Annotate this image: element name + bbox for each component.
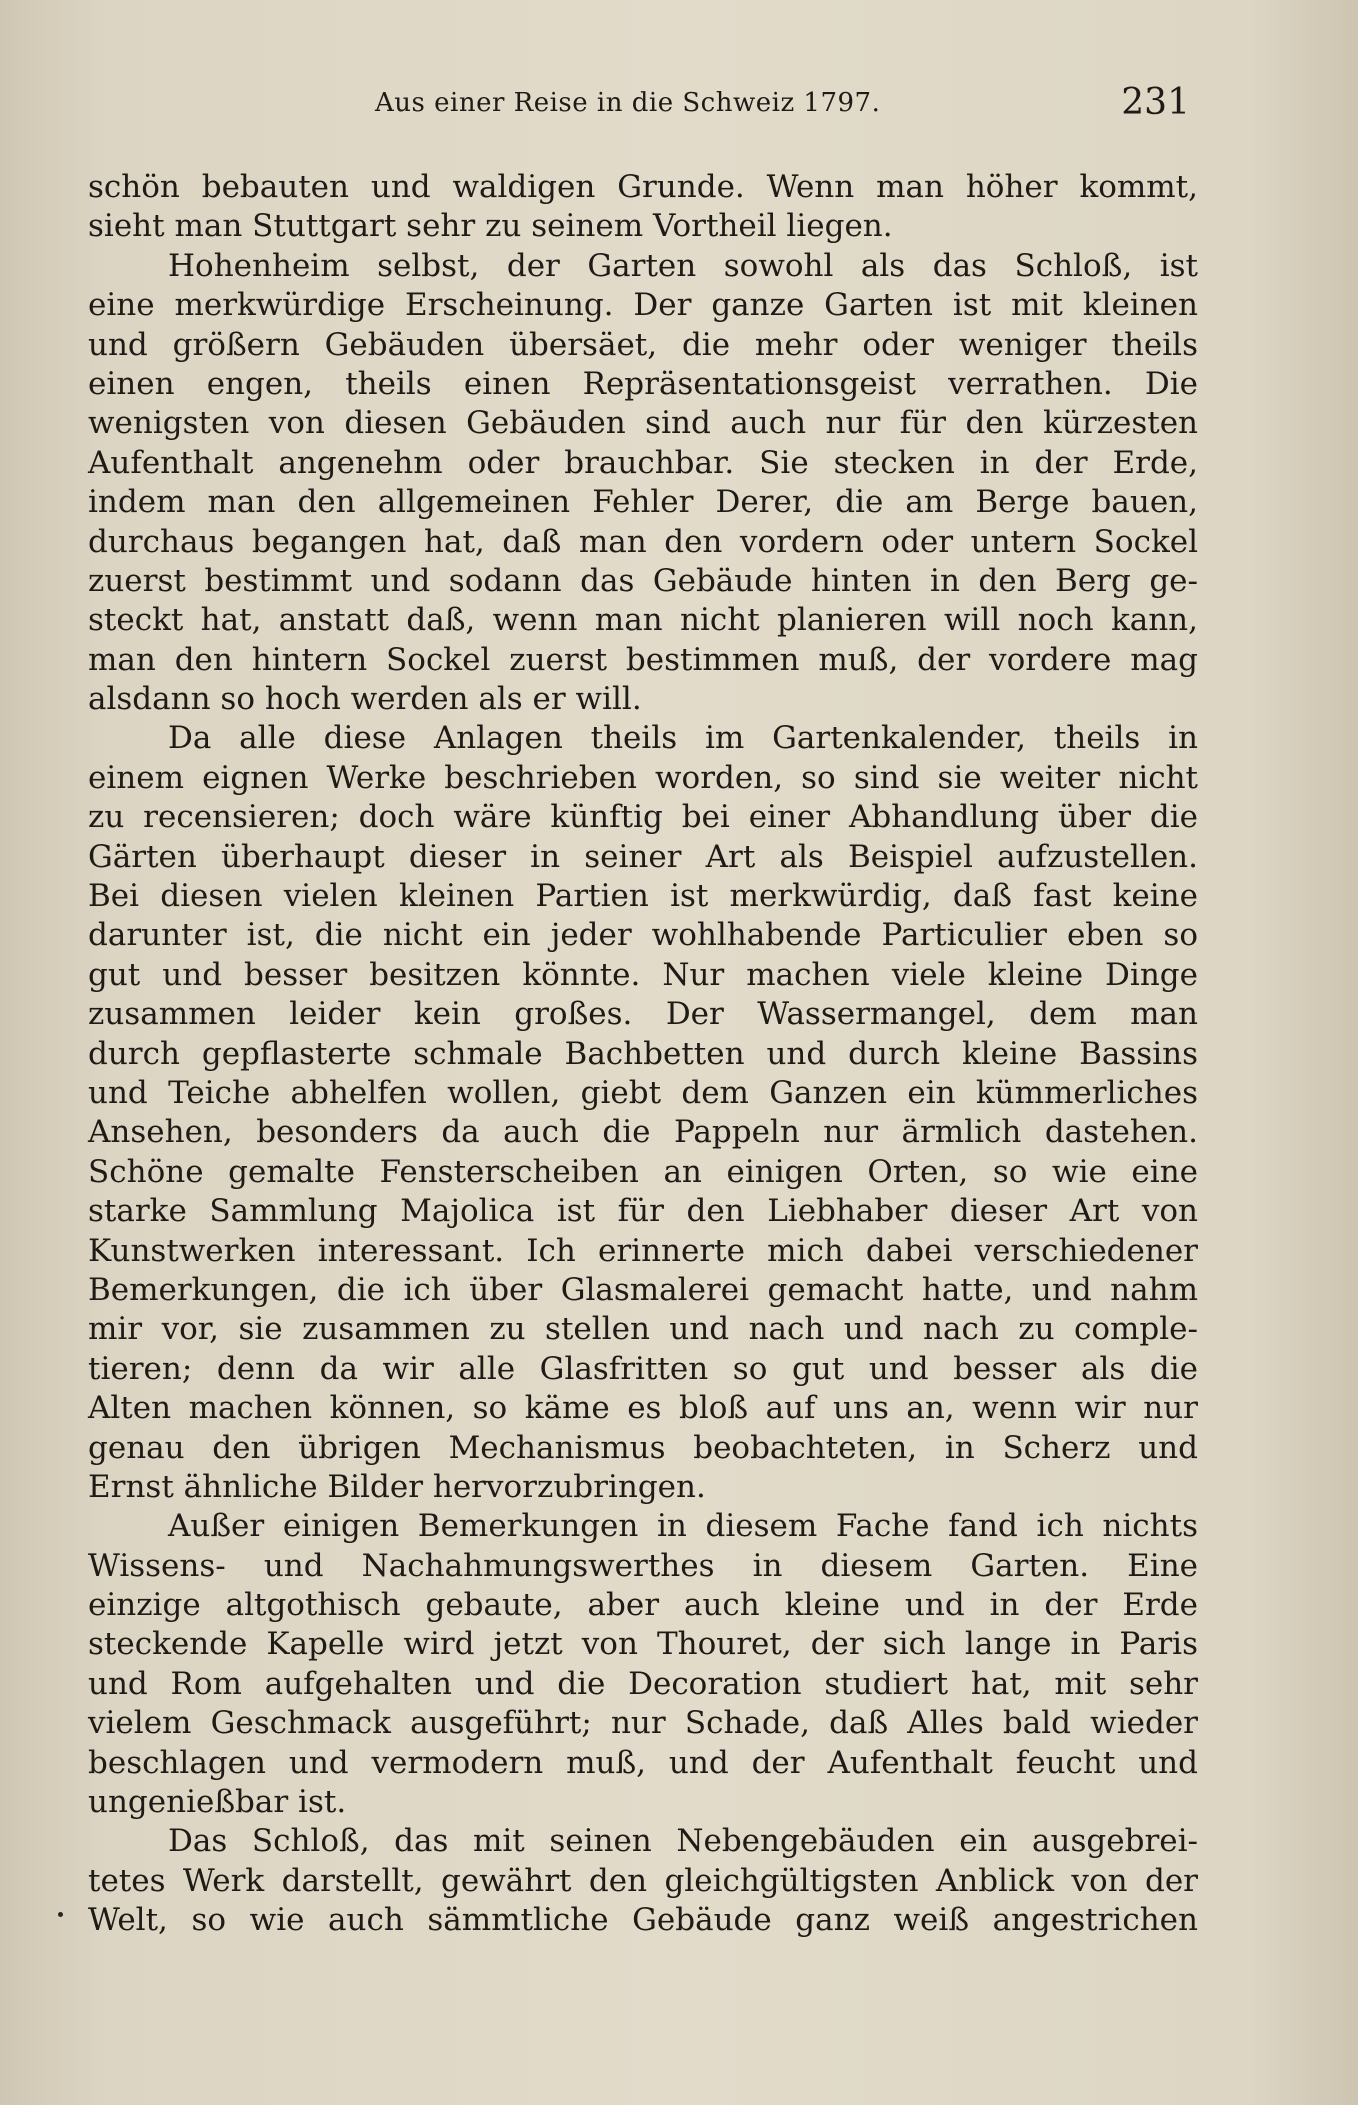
- text-line: man den hintern Sockel zuerst bestimmen muß, der vordere mag: [88, 641, 1198, 678]
- text-line: Schöne gemalte Fensterscheiben an einigen Orten, so wie eine: [88, 1153, 1198, 1190]
- page-header: [90, 82, 1190, 128]
- text-line: indem man den allgemeinen Fehler Derer, die am Berge bauen,: [88, 484, 1198, 521]
- text-line: alsdann so hoch werden als er will.: [88, 681, 642, 718]
- text-line: Außer einigen Bemerkungen in diesem Fache fand ich nichts: [168, 1508, 1198, 1545]
- text-line: Wissens- und Nachahmungswerthes in diesem Garten. Eine: [88, 1547, 1198, 1584]
- text-line: steckende Kapelle wird jetzt von Thouret, der sich lange in Paris: [88, 1626, 1198, 1663]
- text-line: Welt, so wie auch sämmtliche Gebäude ganz weiß angestrichen: [88, 1902, 1198, 1939]
- text-line: durchaus begangen hat, daß man den vordern oder untern Sockel: [88, 523, 1198, 560]
- text-line: Ansehen, besonders da auch die Pappeln nur ärmlich dastehen.: [88, 1114, 1198, 1151]
- ink-speck: [58, 1912, 63, 1917]
- text-line: wenigsten von diesen Gebäuden sind auch nur für den kürzesten: [88, 405, 1198, 442]
- text-line: durch gepflasterte schmale Bachbetten und durch kleine Bassins: [88, 1035, 1198, 1072]
- text-line: ungenießbar ist.: [88, 1784, 347, 1821]
- text-line: tetes Werk darstellt, gewährt den gleichgültigsten Anblick von der: [88, 1862, 1198, 1899]
- text-line: beschlagen und vermodern muß, und der Aufenthalt feucht und: [88, 1744, 1198, 1781]
- text-line: Aufenthalt angenehm oder brauchbar. Sie stecken in der Erde,: [88, 444, 1198, 481]
- text-line: Bemerkungen, die ich über Glasmalerei gemacht hatte, und nahm: [88, 1271, 1198, 1308]
- text-line: Alten machen können, so käme es bloß auf uns an, wenn wir nur: [88, 1390, 1198, 1427]
- text-line: und größern Gebäuden übersäet, die mehr oder weniger theils: [88, 326, 1198, 363]
- text-line: einen engen, theils einen Repräsentationsgeist verrathen. Die: [88, 365, 1198, 402]
- text-line: und Rom aufgehalten und die Decoration studiert hat, mit sehr: [88, 1665, 1198, 1702]
- text-line: zuerst bestimmt und sodann das Gebäude hinten in den Berg ge-: [88, 562, 1198, 599]
- body-text: [88, 168, 1198, 1941]
- text-line: darunter ist, die nicht ein jeder wohlhabende Particulier eben so: [88, 917, 1198, 954]
- text-line: schön bebauten und waldigen Grunde. Wenn man höher kommt,: [88, 169, 1198, 205]
- text-line: starke Sammlung Majolica ist für den Liebhaber dieser Art von: [88, 1193, 1198, 1230]
- text-line: gut und besser besitzen könnte. Nur machen viele kleine Dinge: [88, 956, 1198, 993]
- text-line: Bei diesen vielen kleinen Partien ist merkwürdig, daß fast keine: [88, 878, 1198, 915]
- text-line: einzige altgothisch gebaute, aber auch kleine und in der Erde: [88, 1587, 1198, 1624]
- text-line: Kunstwerken interessant. Ich erinnerte mich dabei verschiedener: [88, 1232, 1198, 1269]
- text-line: sieht man Stuttgart sehr zu seinem Vortheil liegen.: [88, 208, 893, 245]
- text-line: eine merkwürdige Erscheinung. Der ganze Garten ist mit kleinen: [88, 287, 1198, 324]
- text-line: mir vor, sie zusammen zu stellen und nach und nach zu comple-: [88, 1311, 1198, 1348]
- text-line: Ernst ähnliche Bilder hervorzubringen.: [88, 1468, 706, 1505]
- text-line: einem eignen Werke beschrieben worden, so sind sie weiter nicht: [88, 759, 1198, 796]
- text-line: tieren; denn da wir alle Glasfritten so gut und besser als die: [88, 1350, 1198, 1387]
- text-line: Gärten überhaupt dieser in seiner Art als Beispiel aufzustellen.: [88, 838, 1198, 875]
- text-line: und Teiche abhelfen wollen, giebt dem Ganzen ein kümmerliches: [88, 1074, 1198, 1111]
- running-title: Aus einer Reise in die Schweiz 1797.: [375, 88, 881, 118]
- text-line: vielem Geschmack ausgeführt; nur Schade, daß Alles bald wieder: [88, 1705, 1198, 1742]
- text-line: Das Schloß, das mit seinen Nebengebäuden ein ausgebrei-: [168, 1823, 1198, 1860]
- page-number: 231: [1121, 82, 1190, 123]
- text-line: Hohenheim selbst, der Garten sowohl als das Schloß, ist: [168, 247, 1198, 284]
- text-line: steckt hat, anstatt daß, wenn man nicht planieren will noch kann,: [88, 602, 1198, 639]
- text-line: zu recensieren; doch wäre künftig bei einer Abhandlung über die: [88, 799, 1198, 836]
- text-line: genau den übrigen Mechanismus beobachteten, in Scherz und: [88, 1429, 1198, 1466]
- text-line: Da alle diese Anlagen theils im Gartenkalender, theils in: [168, 720, 1198, 757]
- text-line: zusammen leider kein großes. Der Wassermangel, dem man: [88, 996, 1198, 1033]
